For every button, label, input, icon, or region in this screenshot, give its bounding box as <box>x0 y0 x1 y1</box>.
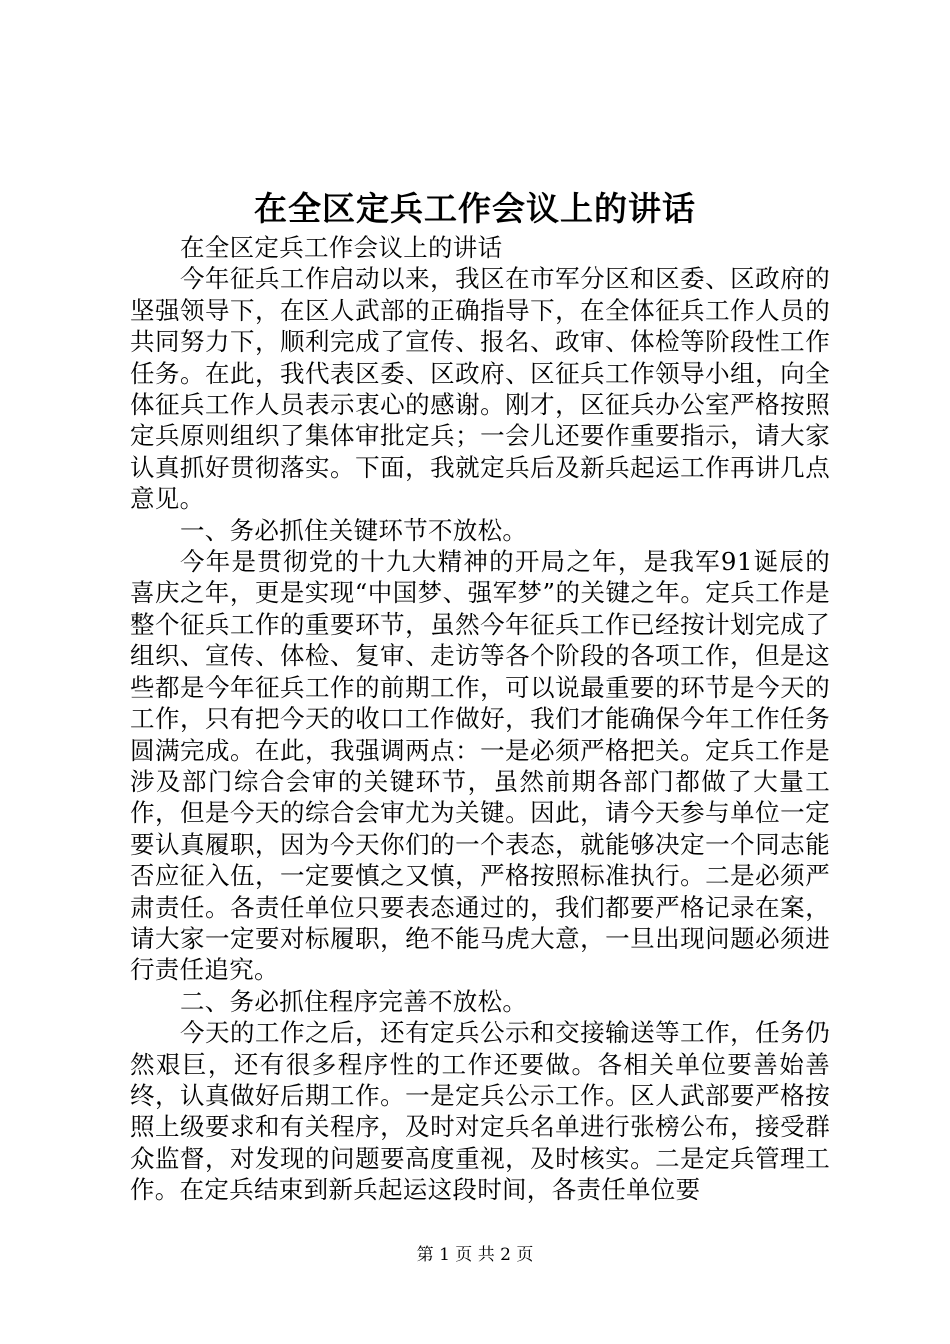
section-2-paragraph: 今天的工作之后，还有定兵公示和交接输送等工作，任务仍然艰巨，还有很多程序性的工作还要做。各相关单位要善始善终，认真做好后期工作。一是定兵公示工作。区人武部要严格按照上级要求和有关程序，及时对定兵名单进行张榜公布，接受群众监督，对发现的问题要高度重视，及时核实。二是定兵管理工作。在定兵结束到新兵起运这段时间，各责任单位要 <box>130 1018 830 1205</box>
section-1-paragraph: 今年是贯彻党的十九大精神的开局之年，是我军91诞辰的喜庆之年，更是实现“中国梦、强军梦”的关键之年。定兵工作是整个征兵工作的重要环节，虽然今年征兵工作已经按计划完成了组织、宣传、体检、复审、走访等各个阶段的各项工作，但是这些都是今年征兵工作的前期工作，可以说最重要的环节是今天的工作，只有把今天的收口工作做好，我们才能确保今年工作任务圆满完成。在此，我强调两点：一是必须严格把关。定兵工作是涉及部门综合会审的关键环节，虽然前期各部门都做了大量工作，但是今天的综合会审尤为关键。因此，请今天参与单位一定要认真履职，因为今天你们的一个表态，就能够决定一个同志能否应征入伍，一定要慎之又慎，严格按照标准执行。二是必须严肃责任。各责任单位只要表态通过的，我们都要严格记录在案，请大家一定要对标履职，绝不能马虎大意，一旦出现问题必须进行责任追究。 <box>130 547 830 985</box>
intro-paragraph: 今年征兵工作启动以来，我区在市军分区和区委、区政府的坚强领导下，在区人武部的正确指导下，在全体征兵工作人员的共同努力下，顺利完成了宣传、报名、政审、体检等阶段性工作任务。在此，我代表区委、区政府、区征兵工作领导小组，向全体征兵工作人员表示衷心的感谢。刚才，区征兵办公室严格按照定兵原则组织了集体审批定兵；一会儿还要作重要指示，请大家认真抓好贯彻落实。下面，我就定兵后及新兵起运工作再讲几点意见。 <box>130 264 830 514</box>
section-heading-2: 二、务必抓住程序完善不放松。 <box>180 986 528 1016</box>
page-footer: 第 1 页 共 2 页 <box>416 1245 534 1265</box>
subtitle-paragraph: 在全区定兵工作会议上的讲话 <box>180 233 503 262</box>
page-title: 在全区定兵工作会议上的讲话 <box>254 189 696 228</box>
document-body <box>130 232 830 1206</box>
section-heading-1: 一、务必抓住关键环节不放松。 <box>180 515 528 545</box>
